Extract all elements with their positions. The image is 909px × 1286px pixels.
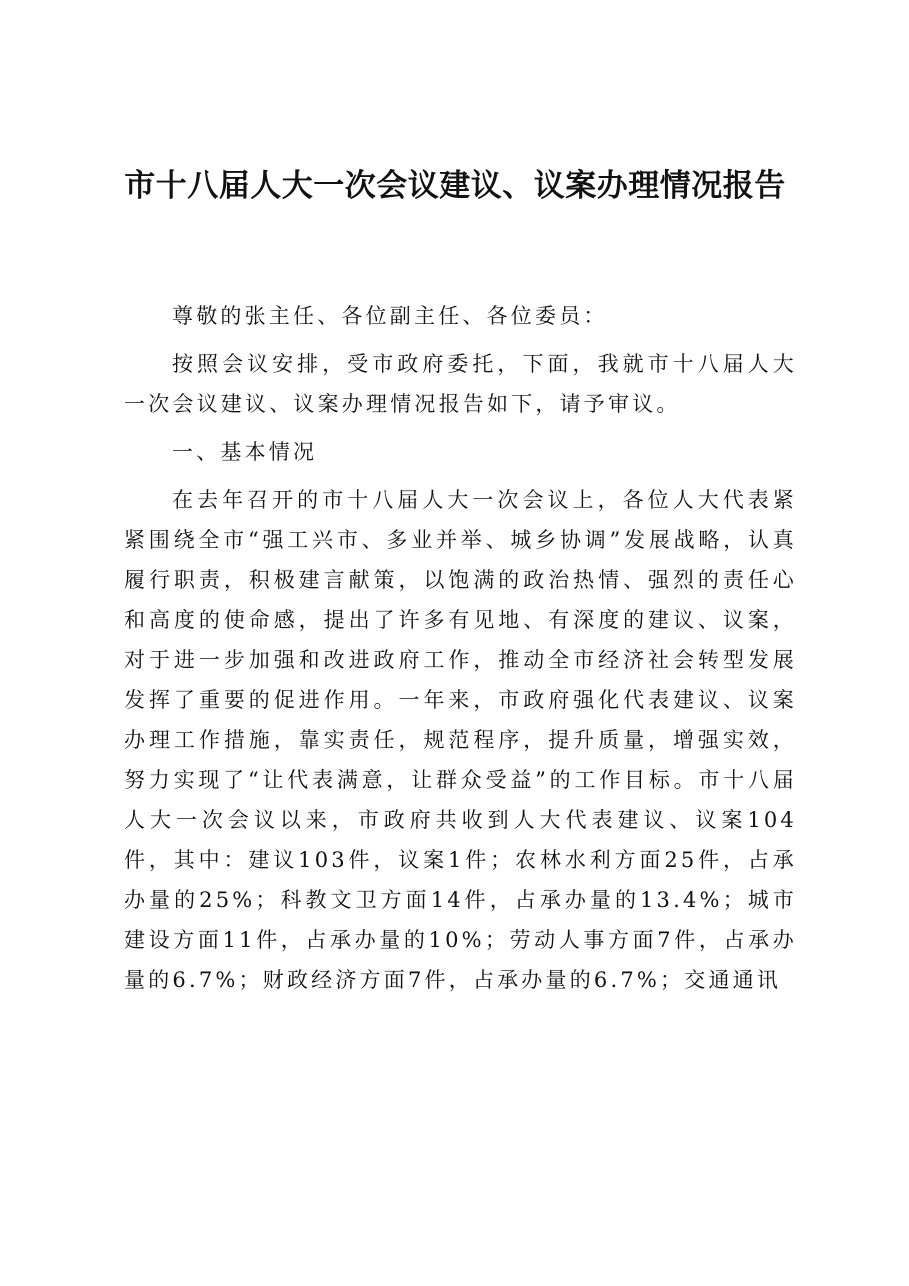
document-title: 市十八届人大一次会议建议、议案办理情况报告 (124, 168, 786, 204)
salutation-paragraph: 尊敬的张主任、各位副主任、各位委员： (172, 304, 608, 328)
basic-situation-paragraph: 在去年召开的市十八届人大一次会议上，各位人大代表紧紧围绕全市“强工兴市、多业并举、城乡协调”发展战略，认真履行职责，积极建言献策，以饱满的政治热情、强烈的责任心和高度的使命感，提出了许多有见地、有深度的建议、议案，对于进一步加强和改进政府工作，推动全市经济社会转型发展发挥了重要的促进作用。一年来，市政府强化代表建议、议案办理工作措施，靠实责任，规范程序，提升质量，增强实效，努力实现了“让代表满意，让群众受益”的工作目标。市十八届人大一次会议以来，市政府共收到人大代表建议、议案104件，其中：建议103件，议案1件；农林水利方面25件，占承办量的25%；科教文卫方面14件，占承办量的13.4%；城市建设方面11件，占承办量的10%；劳动人事方面7件，占承办量的6.7%；财政经济方面7件，占承办量的6.7%；交通通讯 (124, 488, 797, 992)
document-body (124, 296, 797, 1008)
intro-paragraph: 按照会议安排，受市政府委托，下面，我就市十八届人大一次会议建议、议案办理情况报告如下，请予审议。 (124, 352, 797, 416)
section-heading: 一、基本情况 (172, 440, 318, 464)
